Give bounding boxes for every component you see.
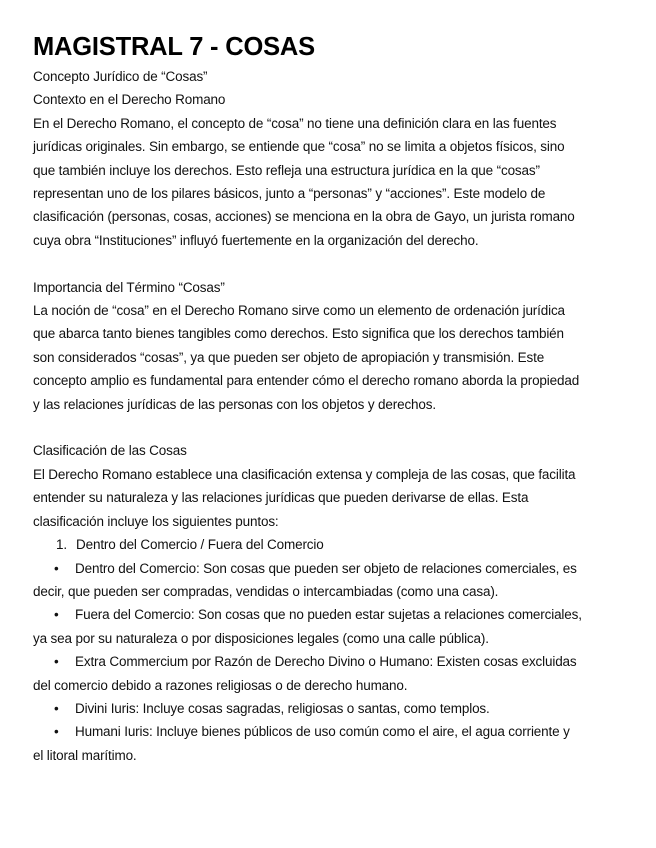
spacer [33,416,625,439]
bullet-continuation: del comercio debido a razones religiosas o de derecho humano. [33,677,408,693]
concepto-heading: Concepto Jurídico de “Cosas” [33,69,208,84]
bullet-icon: • [54,724,59,740]
bullet-line [33,603,625,626]
clasificacion-paragraph [33,463,625,533]
bullet-text: Fuera del Comercio: Son cosas que no pueden estar sujetas a relaciones comerciales, [75,607,582,623]
bullet-text: Dentro del Comercio: Son cosas que pueden ser objeto de relaciones comerciales, es [75,560,577,576]
list-number: 1. [56,537,67,553]
bullet-item [33,557,625,604]
document-page [33,32,625,767]
clasificacion-heading: Clasificación de las Cosas [33,443,187,459]
paragraph-line: clasificación incluye los siguientes puntos: [33,513,279,529]
paragraph-line: La noción de “cosa” en el Derecho Romano sirve como un elemento de ordenación jurídica [33,303,565,319]
bullet-icon: • [54,700,59,716]
paragraph-line: que también incluye los derechos. Esto refleja una estructura jurídica en la que “cosas” [33,162,540,178]
paragraph-line: En el Derecho Romano, el concepto de “cosa” no tiene una definición clara en las fuentes [33,115,557,131]
importancia-heading: Importancia del Término “Cosas” [33,279,225,295]
bullet-text: Divini Iuris: Incluye cosas sagradas, religiosas o santas, como templos. [75,700,490,716]
importancia-paragraph [33,299,625,416]
paragraph-line: son considerados “cosas”, ya que pueden ser objeto de apropiación y transmisión. Este [33,349,545,365]
bullet-text: Humani Iuris: Incluye bienes públicos de uso común como el aire, el agua corriente y [75,724,570,740]
bullet-item [33,697,625,720]
bullet-list [33,557,625,768]
bullet-line [33,697,625,720]
paragraph-line: clasificación (personas, cosas, acciones) se menciona en la obra de Gayo, un jurista romano [33,209,575,225]
bullet-item [33,603,625,650]
spacer [33,252,625,275]
bullet-item [33,720,625,767]
numbered-list-item [33,533,625,556]
paragraph-line: que abarca tanto bienes tangibles como derechos. Esto significa que los derechos también [33,326,564,342]
paragraph-line: concepto amplio es fundamental para entender cómo el derecho romano aborda la propiedad [33,373,580,389]
contexto-heading: Contexto en el Derecho Romano [33,92,226,108]
bullet-icon: • [54,654,59,670]
document-title: MAGISTRAL 7 - COSAS [33,33,315,61]
bullet-icon: • [54,560,59,576]
bullet-icon: • [54,607,59,623]
paragraph-line: El Derecho Romano establece una clasificación extensa y compleja de las cosas, que facilita [33,466,576,482]
bullet-line [33,720,625,743]
paragraph-line: representan uno de los pilares básicos, junto a “personas” y “acciones”. Este modelo de [33,186,546,202]
paragraph-line: jurídicas originales. Sin embargo, se entiende que “cosa” no se limita a objetos físicos, sino [33,139,565,155]
bullet-continuation: ya sea por su naturaleza o por disposiciones legales (como una calle pública). [33,630,489,646]
bullet-item [33,650,625,697]
paragraph-line: y las relaciones jurídicas de las personas con los objetos y derechos. [33,396,436,412]
contexto-paragraph [33,112,625,252]
bullet-text: Extra Commercium por Razón de Derecho Divino o Humano: Existen cosas excluidas [75,654,577,670]
paragraph-line: entender su naturaleza y las relaciones jurídicas que pueden derivarse de ellas. Esta [33,490,529,506]
bullet-continuation: el litoral marítimo. [33,747,137,763]
list-item-text: Dentro del Comercio / Fuera del Comercio [76,537,324,553]
bullet-line [33,650,625,673]
paragraph-line: cuya obra “Instituciones” influyó fuertemente en la organización del derecho. [33,232,479,248]
bullet-line [33,557,625,580]
bullet-continuation: decir, que pueden ser compradas, vendidas o intercambiadas (como una casa). [33,583,499,599]
